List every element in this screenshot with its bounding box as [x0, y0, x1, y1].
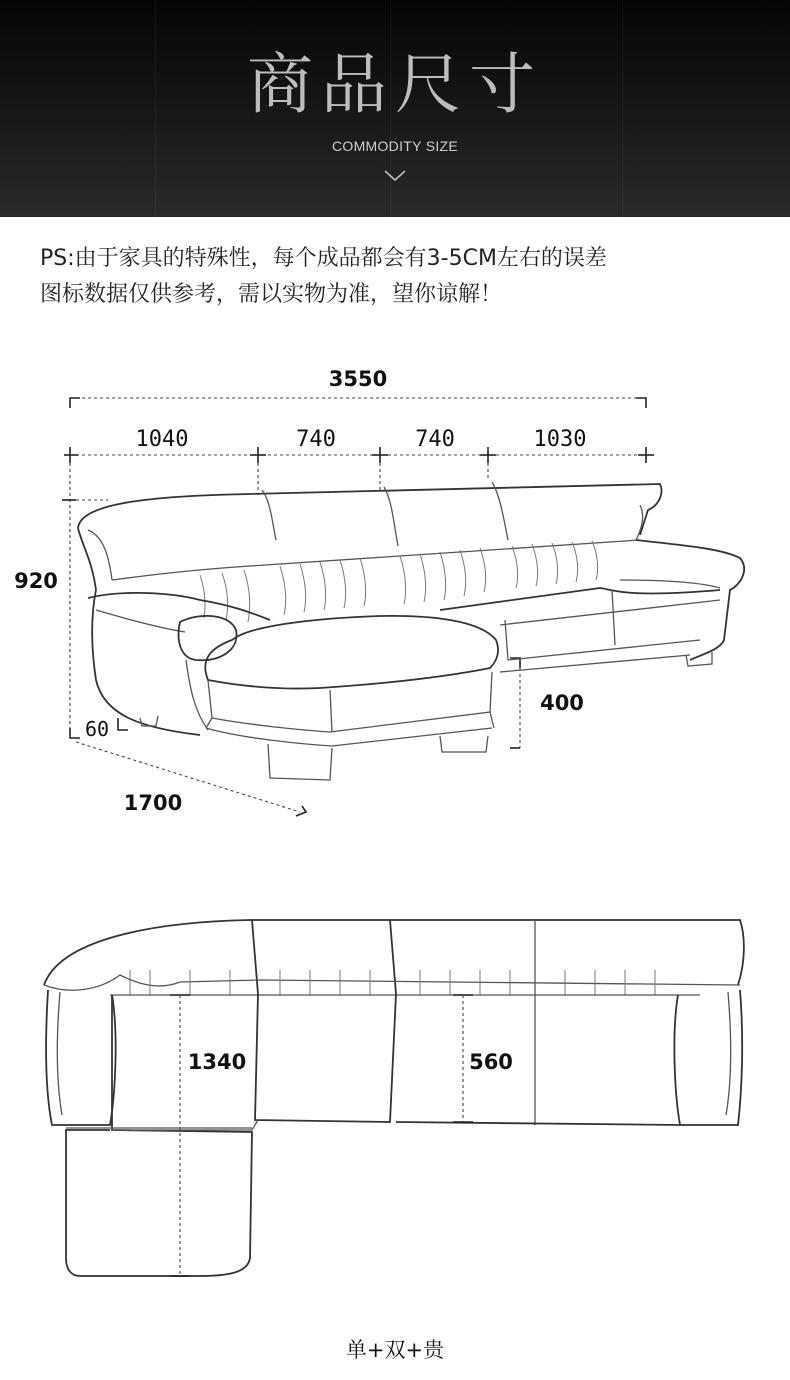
depth-label: 1700: [123, 791, 183, 815]
top-view-diagram: [44, 920, 744, 1276]
segment-width-label-2: 740: [296, 427, 336, 452]
configuration-label: 单+双+贵: [345, 1338, 445, 1362]
tolerance-note-line2: 图标数据仅供参考，需以实物为准，望你谅解！: [40, 282, 503, 307]
tolerance-note-line1: PS:由于家具的特殊性，每个成品都会有3-5CM左右的误差: [40, 246, 607, 271]
page-title: 商品尺寸: [247, 46, 543, 123]
segment-width-label-1: 1040: [135, 427, 189, 452]
segment-width-label-3: 740: [415, 427, 455, 452]
total-width-label: 3550: [328, 367, 388, 391]
chaise-depth-label: 1340: [187, 1050, 247, 1074]
leg-height-label: 60: [84, 717, 110, 741]
front-view-diagram: [14, 367, 744, 816]
page-subtitle: COMMODITY SIZE: [331, 138, 459, 154]
segment-width-label-4: 1030: [533, 427, 587, 452]
seat-height-label: 400: [540, 691, 584, 715]
seat-depth-label: 560: [469, 1050, 513, 1074]
height-label: 920: [14, 569, 58, 593]
